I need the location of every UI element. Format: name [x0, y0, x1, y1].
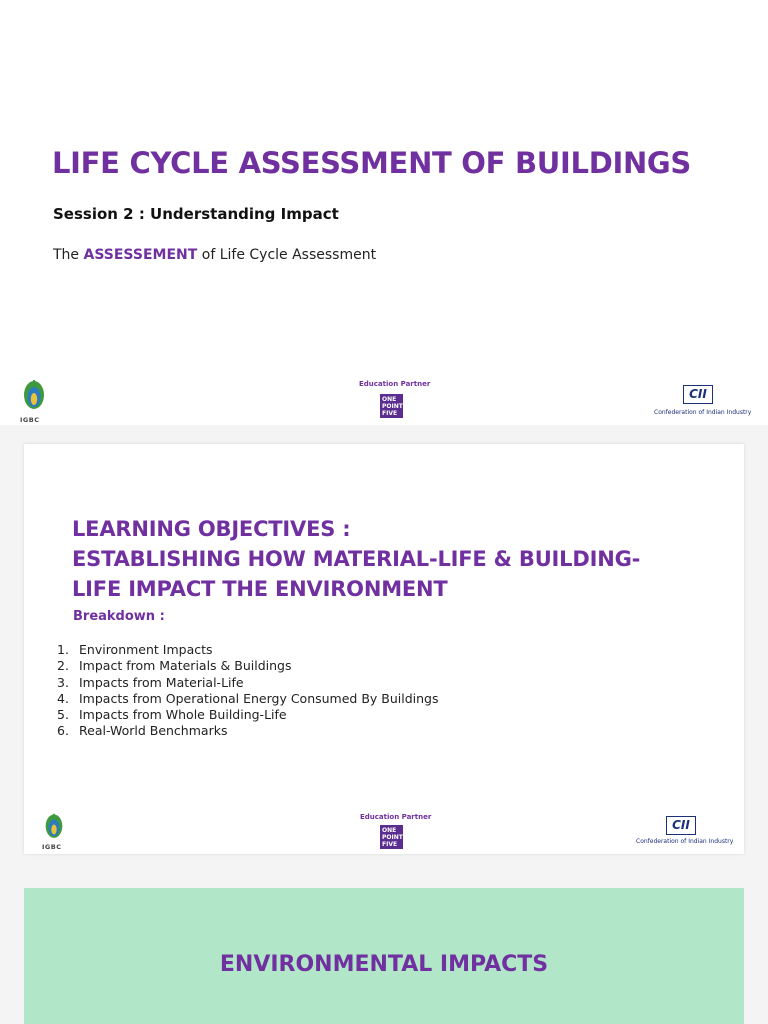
subtitle-suffix: of Life Cycle Assessment [197, 247, 377, 263]
breakdown-label: Breakdown : [73, 609, 165, 624]
session-title: Session 2 : Understanding Impact [53, 205, 339, 223]
opf-line-3: FIVE [382, 410, 398, 417]
cii-name: Confederation of Indian Industry [654, 409, 752, 416]
item-text: Impacts from Whole Building-Life [79, 707, 287, 723]
igbc-label: IGBC [42, 843, 62, 851]
item-text: Impact from Materials & Buildings [79, 658, 292, 674]
opf-line-2: POINT [382, 834, 403, 841]
opf-line-3: FIVE [382, 841, 398, 848]
section-slide [24, 888, 744, 1024]
subtitle-highlight: ASSESSEMENT [83, 247, 198, 263]
igbc-label: IGBC [20, 416, 40, 424]
section-title: ENVIRONMENTAL IMPACTS [219, 952, 549, 977]
opf-line-1: ONE [382, 827, 397, 834]
item-number: 1. [57, 642, 69, 657]
igbc-leaf-icon [42, 812, 66, 842]
objectives-list [57, 642, 439, 740]
list-item [57, 691, 439, 707]
opf-line-2: POINT [382, 403, 403, 410]
list-item [57, 642, 439, 658]
one-point-five-logo [380, 825, 403, 849]
learning-objectives-slide [24, 444, 744, 854]
item-number: 5. [57, 707, 69, 723]
item-number: 6. [57, 723, 69, 739]
item-text: Real-World Benchmarks [79, 723, 228, 739]
heading-line: LEARNING OBJECTIVES : [72, 517, 351, 541]
education-partner-label: Education Partner [359, 380, 431, 388]
item-text: Impacts from Material-Life [79, 674, 244, 690]
item-number: 4. [57, 690, 69, 706]
objectives-heading [72, 514, 640, 604]
slide-subtitle [53, 247, 376, 263]
heading-line: ESTABLISHING HOW MATERIAL-LIFE & BUILDING- [72, 547, 641, 571]
heading-line: LIFE IMPACT THE ENVIRONMENT [72, 577, 448, 601]
list-item [57, 707, 439, 723]
one-point-five-logo [380, 394, 403, 418]
item-number: 2. [57, 658, 69, 674]
item-number: 3. [57, 674, 69, 690]
item-text: Environment Impacts [79, 642, 213, 657]
list-item [57, 675, 439, 691]
presentation-title: LIFE CYCLE ASSESSMENT OF BUILDINGS [52, 146, 692, 180]
title-slide [0, 0, 768, 425]
opf-line-1: ONE [382, 396, 397, 403]
subtitle-prefix: The [53, 247, 84, 263]
education-partner-label: Education Partner [360, 813, 432, 821]
cii-logo: CII [683, 385, 713, 404]
list-item [57, 658, 439, 674]
igbc-logo [20, 378, 48, 424]
item-text: Impacts from Operational Energy Consumed By Buildings [79, 690, 439, 706]
cii-logo: CII [666, 816, 696, 835]
igbc-logo [42, 812, 70, 852]
igbc-leaf-icon [20, 378, 48, 414]
list-item [57, 723, 439, 739]
cii-name: Confederation of Indian Industry [636, 838, 734, 845]
